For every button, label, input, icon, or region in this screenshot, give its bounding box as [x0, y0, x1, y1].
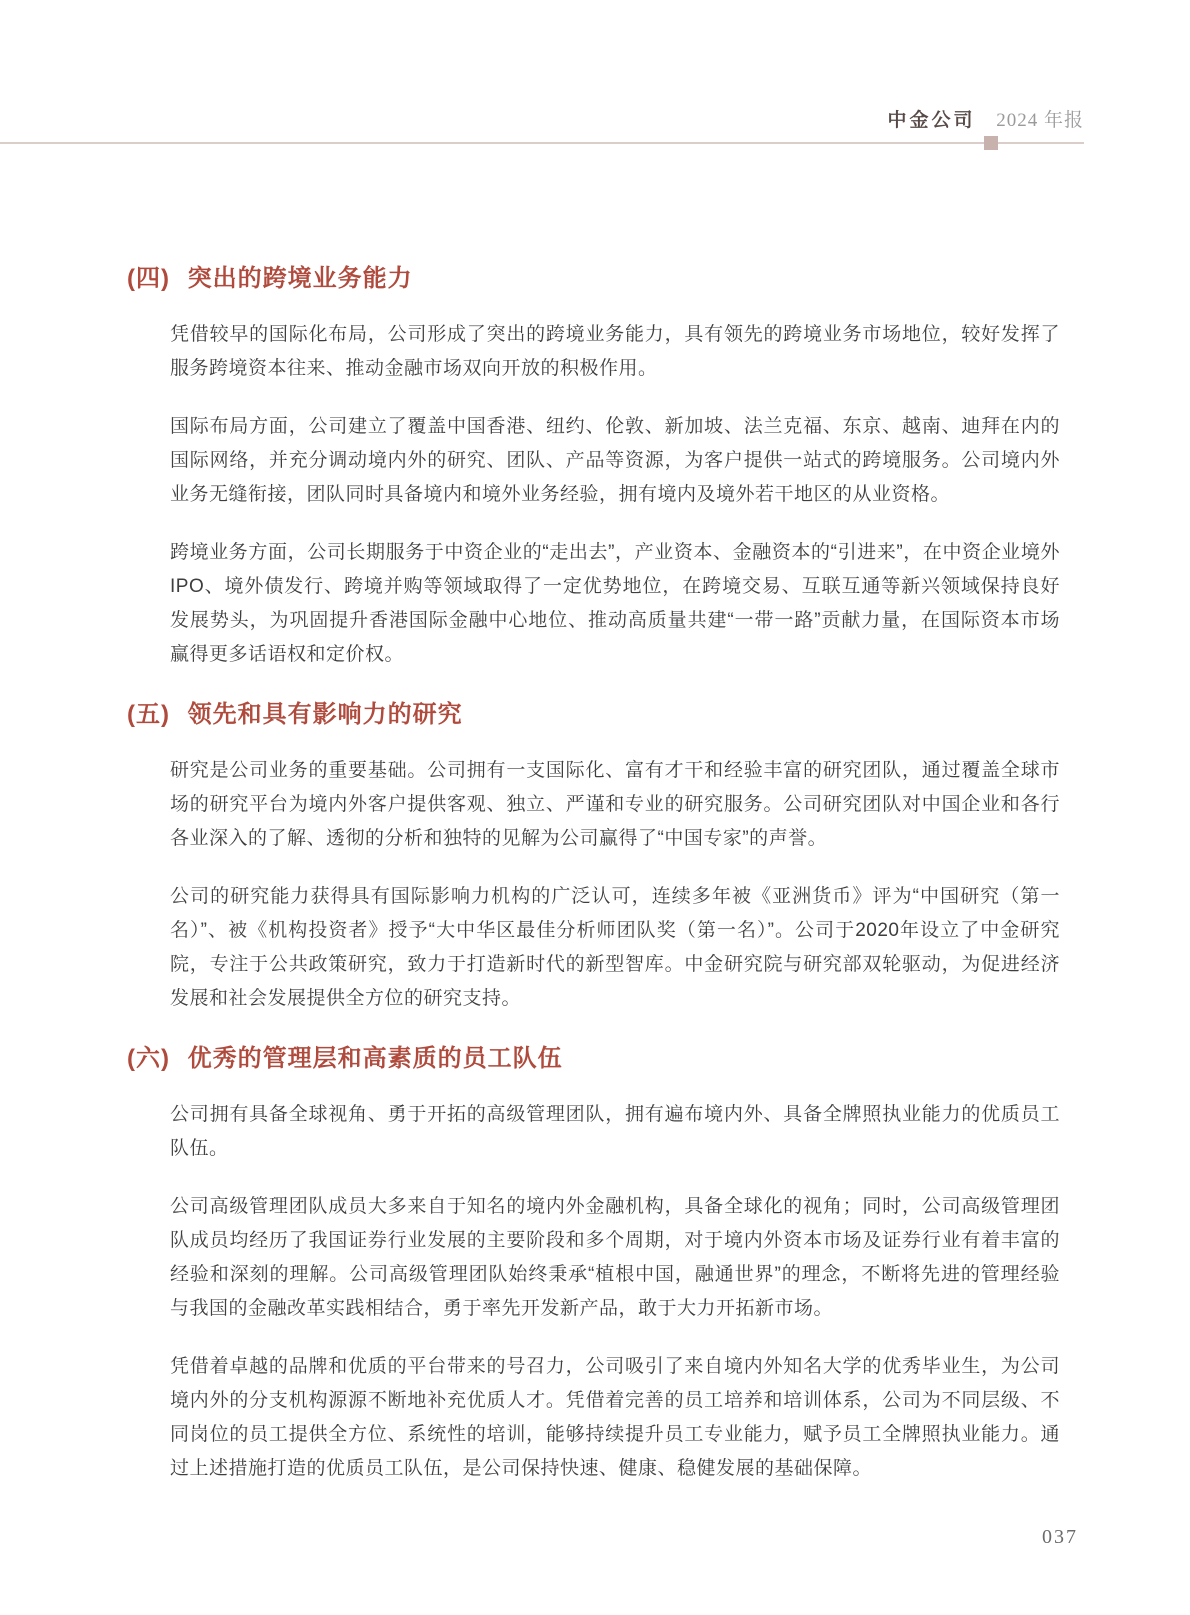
page-number: 037 [1042, 1526, 1078, 1548]
section-cross-border-capability [0, 262, 1190, 672]
paragraph: 国际布局方面，公司建立了覆盖中国香港、纽约、伦敦、新加坡、法兰克福、东京、越南、迪拜在内的国际网络，并充分调动境内外的研究、团队、产品等资源，为客户提供一站式的跨境服务。公司境内外业务无缝衔接，团队同时具备境内和境外业务经验，拥有境内及境外若干地区的从业资格。 [170, 416, 1060, 505]
section-title: 领先和具有影响力的研究 [187, 701, 463, 728]
section-influential-research [0, 698, 1190, 1016]
section-heading [127, 262, 1190, 296]
section-number: (六) [127, 1045, 170, 1072]
paragraph: 公司高级管理团队成员大多来自于知名的境内外金融机构，具备全球化的视角；同时，公司高级管理团队成员均经历了我国证券行业发展的主要阶段和多个周期，对于境内外资本市场及证券行业有着丰富的经验和深刻的理解。公司高级管理团队始终秉承“植根中国，融通世界”的理念，不断将先进的管理经验与我国的金融改革实践相结合，勇于率先开发新产品，敢于大力开拓新市场。 [170, 1196, 1060, 1319]
section-number: (四) [127, 265, 170, 292]
section-heading [127, 1042, 1190, 1076]
section-title: 优秀的管理层和高素质的员工队伍 [187, 1045, 563, 1072]
section-number: (五) [127, 701, 170, 728]
paragraph: 公司的研究能力获得具有国际影响力机构的广泛认可，连续多年被《亚洲货币》评为“中国研究（第一名）”、被《机构投资者》授予“大中华区最佳分析师团队奖（第一名）”。公司于2020年设立了中金研究院，专注于公共政策研究，致力于打造新时代的新型智库。中金研究院与研究部双轮驱动，为促进经济发展和社会发展提供全方位的研究支持。 [170, 886, 1060, 1009]
paragraph: 公司拥有具备全球视角、勇于开拓的高级管理团队，拥有遍布境内外、具备全牌照执业能力的优质员工队伍。 [170, 1104, 1060, 1159]
section-title: 突出的跨境业务能力 [187, 265, 413, 292]
section-heading [127, 698, 1190, 732]
section-management-and-staff [0, 1042, 1190, 1486]
company-name: 中金公司 [887, 110, 976, 131]
report-edition: 2024 年报 [996, 110, 1084, 131]
paragraph: 凭借着卓越的品牌和优质的平台带来的号召力，公司吸引了来自境内外知名大学的优秀毕业生，为公司境内外的分支机构源源不断地补充优质人才。凭借着完善的员工培养和培训体系，公司为不同层级、不同岗位的员工提供全方位、系统性的培训，能够持续提升员工专业能力，赋予员工全牌照执业能力。通过上述措施打造的优质员工队伍，是公司保持快速、健康、稳健发展的基础保障。 [170, 1356, 1060, 1479]
paragraph: 跨境业务方面，公司长期服务于中资企业的“走出去”，产业资本、金融资本的“引进来”，在中资企业境外IPO、境外债发行、跨境并购等领域取得了一定优势地位，在跨境交易、互联互通等新兴领域保持良好发展势头，为巩固提升香港国际金融中心地位、推动高质量共建“一带一路”贡献力量，在国际资本市场赢得更多话语权和定价权。 [170, 542, 1060, 665]
paragraph: 凭借较早的国际化布局，公司形成了突出的跨境业务能力，具有领先的跨境业务市场地位，较好发挥了服务跨境资本往来、推动金融市场双向开放的积极作用。 [170, 324, 1060, 379]
paragraph: 研究是公司业务的重要基础。公司拥有一支国际化、富有才干和经验丰富的研究团队，通过覆盖全球市场的研究平台为境内外客户提供客观、独立、严谨和专业的研究服务。公司研究团队对中国企业和各行各业深入的了解、透彻的分析和独特的见解为公司赢得了“中国专家”的声誉。 [170, 760, 1060, 849]
